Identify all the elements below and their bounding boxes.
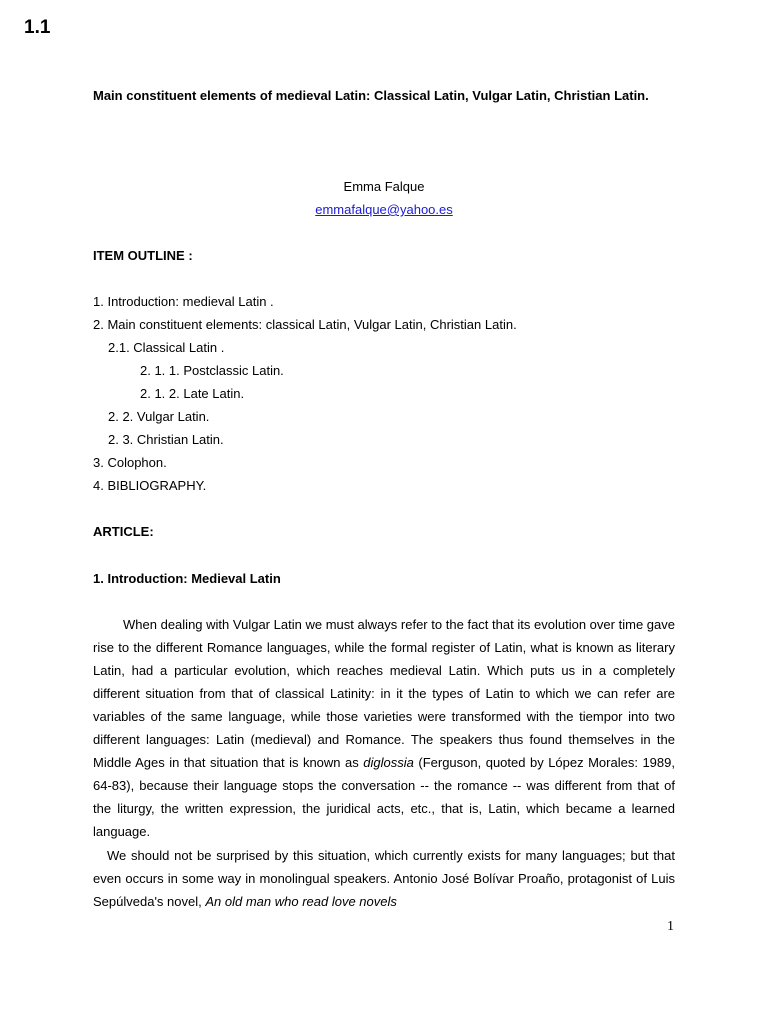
section-heading: 1. Introduction: Medieval Latin <box>93 571 281 586</box>
outline-heading: ITEM OUTLINE : <box>93 248 193 263</box>
paragraph-1-text-b: (Ferguson, quoted by López Morales: 1989, 64-83), because their language stops the conversation -- the romance -- was different from that of the liturgy, the written expression, the juridical acts, etc., that is, Latin, which became a learned language. <box>93 755 675 839</box>
outline-item-2: 2. Main constituent elements: classical Latin, Vulgar Latin, Christian Latin. <box>93 317 517 332</box>
article-heading: ARTICLE: <box>93 524 154 539</box>
paragraph-1-italic-term: diglossia <box>363 755 414 770</box>
outline-list <box>93 290 675 497</box>
author-block <box>93 175 675 221</box>
paragraph-2-italic-title: An old man who read love novels <box>205 894 397 909</box>
outline-item-2-2: 2. 2. Vulgar Latin. <box>108 409 210 424</box>
article-paragraph-1 <box>93 613 675 843</box>
author-name: Emma Falque <box>343 179 425 194</box>
outline-item-2-1-1: 2. 1. 1. Postclassic Latin. <box>140 363 284 378</box>
document-title: Main constituent elements of medieval Latin: Classical Latin, Vulgar Latin, Christian Latin. <box>93 88 649 103</box>
author-email-link[interactable]: emmafalque@yahoo.es <box>315 202 453 217</box>
outline-item-4: 4. BIBLIOGRAPHY. <box>93 478 207 493</box>
article-paragraph-2 <box>93 844 675 913</box>
outline-item-2-3: 2. 3. Christian Latin. <box>108 432 224 447</box>
outline-item-2-1: 2.1. Classical Latin . <box>108 340 225 355</box>
outline-item-3: 3. Colophon. <box>93 455 167 470</box>
paragraph-1-text-a: When dealing with Vulgar Latin we must always refer to the fact that its evolution over time gave rise to the different Romance languages, while the formal register of Latin, what is known as literary Latin, had a particular evolution, which reaches medieval Latin. Which puts us in a completely different situation from that of classical Latinity: in it the types of Latin to which we can refer are variables of the same language, while those varieties were transformed with the tiempor into two different languages: Latin (medieval) and Romance. The speakers thus found themselves in the Middle Ages in that situation that is known as <box>93 617 675 770</box>
section-number: 1.1 <box>24 17 51 38</box>
outline-item-1: 1. Introduction: medieval Latin . <box>93 294 274 309</box>
page-number: 1 <box>667 919 674 934</box>
paragraph-2-text-a: We should not be surprised by this situation, which currently exists for many languages; but that even occurs in some way in monolingual speakers. Antonio José Bolívar Proaño, protagonist of Luis Sepúlveda's novel, <box>93 848 675 909</box>
outline-item-2-1-2: 2. 1. 2. Late Latin. <box>140 386 245 401</box>
